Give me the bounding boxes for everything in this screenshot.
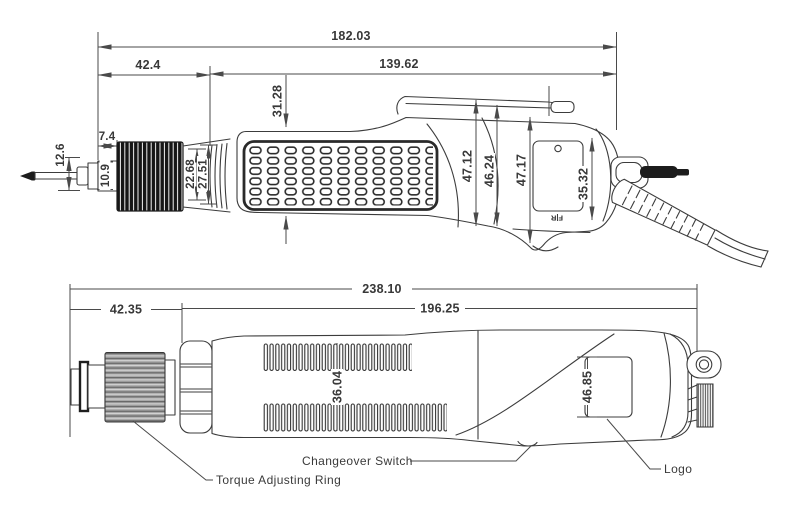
ring-step [165, 360, 175, 415]
bit-holder [71, 369, 80, 405]
bit-shaft [35, 173, 78, 180]
label-changeover-switch: Changeover Switch [302, 454, 413, 468]
dim-bit-exposed: 7.4 [98, 131, 116, 143]
dim-bit-tip-group [54, 139, 80, 191]
dim-height-mid: 46.24 [482, 154, 497, 188]
dim-collar-inner: 22.68 [185, 159, 198, 189]
dim-collar-outer: 27.51 [197, 159, 210, 189]
dim-front-height: 31.28 [270, 84, 285, 118]
dim-height-front: 47.12 [460, 149, 475, 183]
dim-handle-end: 35.32 [576, 167, 591, 201]
spindle [88, 163, 98, 189]
torque-ring-top-view [117, 142, 183, 211]
forward-reverse-marking: F|R [550, 213, 564, 223]
hanging-ring [687, 351, 721, 378]
strain-relief [608, 177, 768, 267]
dim-shaft: 10.9 [100, 163, 113, 188]
dim-grip: 36.04 [330, 370, 345, 404]
dim-logo: 46.85 [580, 370, 595, 404]
bit-ferrule [77, 167, 88, 185]
side-view [70, 282, 721, 487]
flange [80, 362, 88, 411]
dim-collar-group [184, 145, 217, 204]
hanger-pin-tip [676, 169, 689, 176]
hanger-pin [640, 166, 678, 178]
dim-height-handle: 47.17 [514, 153, 529, 187]
dim-front-group [70, 303, 182, 317]
dim-side-rear: 196.25 [420, 301, 460, 316]
dim-overall-group [70, 282, 697, 296]
label-logo: Logo [664, 462, 693, 476]
power-cable [708, 230, 768, 267]
dim-top-overall: 182.03 [331, 29, 371, 43]
plate-hole [555, 145, 561, 151]
dim-bit-exposed-group [98, 131, 117, 146]
forward-reverse-marking-group [550, 213, 563, 222]
nose-cylinder [88, 365, 105, 408]
start-lever [397, 97, 574, 115]
clutch-collar [180, 341, 212, 433]
dim-rear-group [182, 302, 697, 316]
coiled-cord [697, 384, 713, 427]
bit-tip [20, 172, 32, 181]
top-view [20, 29, 768, 267]
dim-side-overall: 238.10 [362, 282, 402, 296]
dim-top-front: 42.4 [135, 58, 161, 72]
dim-front-height-group [270, 85, 284, 117]
dim-top-rear: 139.62 [379, 57, 419, 71]
leader-changeover [410, 446, 531, 461]
label-torque-adjusting-ring: Torque Adjusting Ring [216, 473, 342, 487]
torque-adjusting-ring [105, 353, 165, 423]
dim-side-front: 42.35 [109, 302, 143, 317]
dim-shaft-group [97, 161, 113, 191]
vent-grid [244, 142, 437, 210]
nose-assembly [71, 353, 175, 423]
dim-bit-tip: 12.6 [55, 143, 68, 167]
grip-ribs-bottom [263, 403, 447, 432]
